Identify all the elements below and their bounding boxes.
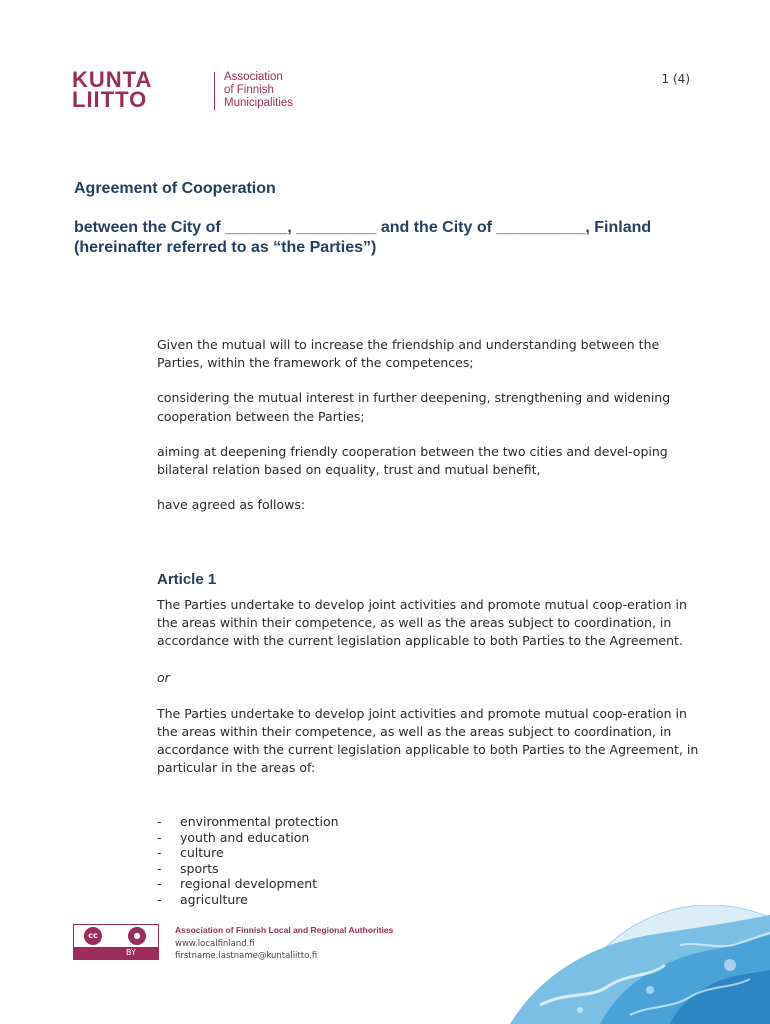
article-heading: Article 1 (157, 571, 217, 588)
preamble-paragraph: considering the mutual interest in further deepening, strengthening and widening cooperation between the Parties; (157, 390, 671, 424)
logo-separator (214, 72, 215, 110)
article-paragraph: The Parties undertake to develop joint activities and promote mutual coop-eration in the areas within their competence, as well as the areas subject to coordination, in accordance with the current legislation applicable to both Parties to the Agreement, in particular in the areas of: (157, 705, 699, 776)
list-item: - environmental protection (157, 814, 339, 830)
list-item: - sports (157, 861, 339, 877)
footer-website[interactable]: www.localfinland.fi (175, 939, 255, 949)
preamble-paragraph: aiming at deepening friendly cooperation between the two cities and devel-oping bilateral relation based on equality, trust and mutual benefit, (157, 443, 668, 478)
list-item: - culture (157, 845, 339, 861)
creative-commons-badge (73, 924, 159, 960)
license-label: BY (126, 948, 136, 957)
logo-wordmark (72, 67, 153, 112)
preamble-paragraph: have agreed as follows: (157, 497, 306, 513)
preamble (157, 336, 702, 531)
globe-graphic (480, 905, 770, 1024)
cc-icon: cc (84, 927, 102, 945)
logo-line-1: KUNTA (72, 67, 153, 92)
logo-sub-line-1: Association (224, 71, 283, 83)
list-item: - agriculture (157, 892, 339, 908)
areas-list (157, 814, 339, 908)
article-or: or (157, 669, 170, 685)
attribution-person-icon: ● (128, 927, 146, 945)
list-item: - youth and education (157, 830, 339, 846)
article-paragraph: The Parties undertake to develop joint activities and promote mutual coop-eration in the areas within their competence, as well as the areas subject to coordination, in accordance with the current legislation applicable to both Parties to the Agreement. (157, 597, 687, 649)
page-number: 1 (4) (661, 72, 690, 86)
list-item: - regional development (157, 876, 339, 892)
footer-organization: Association of Finnish Local and Regional Authorities (175, 925, 394, 935)
logo-sub-line-2: of Finnish (224, 84, 274, 96)
document-title: Agreement of Cooperation (74, 180, 276, 197)
logo-line-2: LIITTO (72, 87, 148, 112)
footer-email[interactable]: firstname.lastname@kuntaliitto.fi (175, 951, 318, 961)
article-body (157, 596, 702, 796)
preamble-paragraph: Given the mutual will to increase the friendship and understanding between the Parties, within the framework of the competences; (157, 337, 660, 371)
document-subtitle: between the City of _______, _________ and the City of __________, Finland (hereinafter referred to as “the Parties”) (74, 219, 652, 256)
logo-sub-line-3: Municipalities (224, 97, 294, 109)
logo-subtitle (224, 71, 293, 110)
